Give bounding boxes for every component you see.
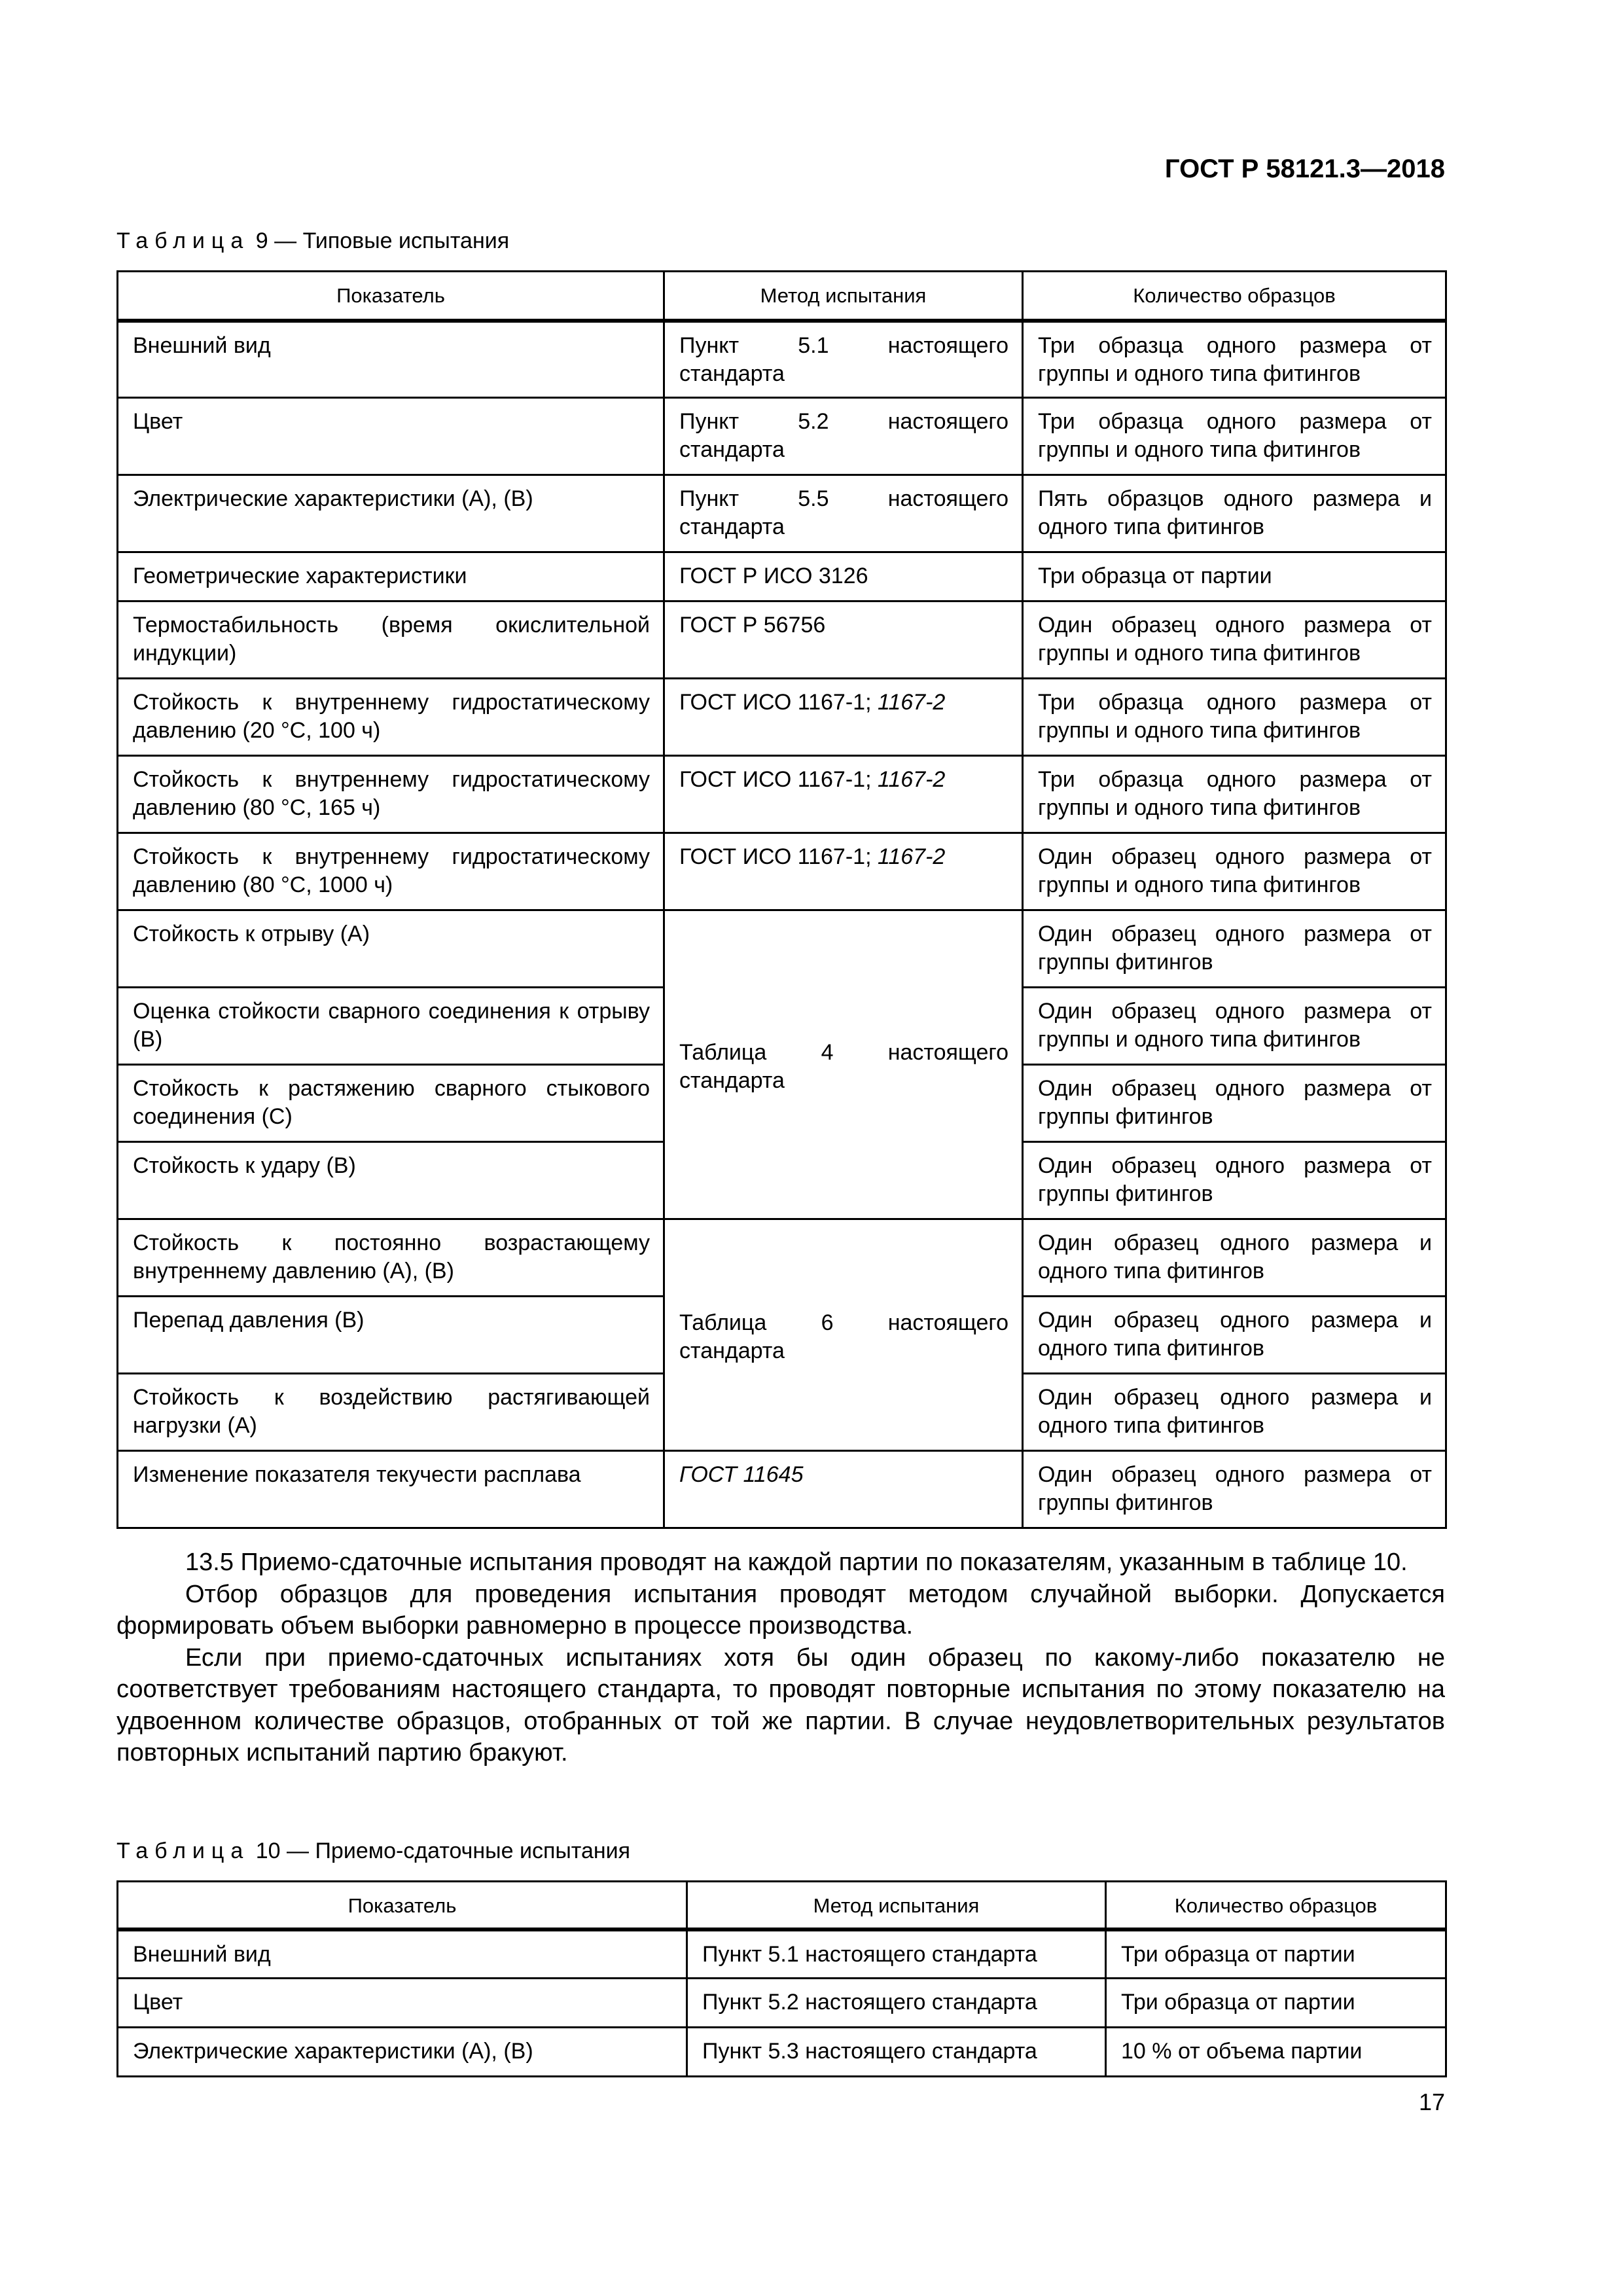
column-header-indicator: Показатель <box>118 272 664 321</box>
count-cell: Пять образцов одного размера и одного типа фитингов <box>1023 475 1446 552</box>
indicator-cell: Стойкость к внутреннему гидростатическому давлению (80 °С, 165 ч) <box>118 756 664 833</box>
method-cell <box>664 833 1023 910</box>
indicator-cell: Внешний вид <box>118 321 664 398</box>
count-cell: Три образца от партии <box>1023 552 1446 601</box>
table9-type-tests <box>116 270 1447 1529</box>
count-cell: Один образец одного размера от группы и одного типа фитингов <box>1023 833 1446 910</box>
table-header-row <box>118 1882 1446 1929</box>
table-row <box>118 475 1446 552</box>
table-row <box>118 601 1446 679</box>
method-prefix: ГОСТ ИСО 1167-1; <box>679 844 878 869</box>
count-cell: Три образца одного размера от группы и одного типа фитингов <box>1023 398 1446 475</box>
method-cell: ГОСТ Р 56756 <box>664 601 1023 679</box>
table-row <box>118 2028 1446 2077</box>
method-prefix: ГОСТ ИСО 1167-1; <box>679 690 878 715</box>
method-cell: Пункт 5.2 настоящего стандарта <box>687 1979 1106 2028</box>
table-row <box>118 321 1446 398</box>
indicator-cell: Перепад давления (В) <box>118 1297 664 1374</box>
table9-caption-title: 9 — Типовые испытания <box>255 228 510 253</box>
table-row <box>118 398 1446 475</box>
count-cell: Три образца от партии <box>1106 1929 1446 1979</box>
method-cell: Пункт 5.5 настоящего стандарта <box>664 475 1023 552</box>
method-cell: Пункт 5.2 настоящего стандарта <box>664 398 1023 475</box>
table9-caption <box>116 224 509 257</box>
method-italic-part: 1167-2 <box>877 690 946 715</box>
table-row <box>118 910 1446 988</box>
indicator-cell: Внешний вид <box>118 1929 687 1979</box>
indicator-cell: Стойкость к внутреннему гидростатическому давлению (80 °С, 1000 ч) <box>118 833 664 910</box>
indicator-cell: Стойкость к внутреннему гидростатическому давлению (20 °С, 100 ч) <box>118 679 664 756</box>
paragraph: Отбор образцов для проведения испытания проводят методом случайной выборки. Допускается формировать объем выборки равномерно в процессе производства. <box>116 1580 1445 1640</box>
indicator-cell: Стойкость к воздействию растягивающей нагрузки (А) <box>118 1374 664 1451</box>
method-cell: Пункт 5.3 настоящего стандарта <box>687 2028 1106 2077</box>
page-number: 17 <box>1418 2089 1445 2115</box>
count-cell: Один образец одного размера и одного типа фитингов <box>1023 1297 1446 1374</box>
method-cell: ГОСТ Р ИСО 3126 <box>664 552 1023 601</box>
indicator-cell: Оценка стойкости сварного соединения к отрыву (В) <box>118 988 664 1065</box>
table-row <box>118 756 1446 833</box>
indicator-cell: Электрические характеристики (А), (В) <box>118 2028 687 2077</box>
method-italic-part: 1167-2 <box>877 767 946 792</box>
method-cell: Пункт 5.1 настоящего стандарта <box>687 1929 1106 1979</box>
method-cell-merged: Таблица 6 настоящего стандарта <box>664 1219 1023 1451</box>
table10-caption-label: Таблица <box>116 1839 250 1863</box>
column-header-indicator: Показатель <box>118 1882 687 1929</box>
table-row <box>118 679 1446 756</box>
count-cell: Один образец одного размера от группы фитингов <box>1023 1065 1446 1142</box>
table-row <box>118 1929 1446 1979</box>
count-cell: Один образец одного размера от группы фитингов <box>1023 910 1446 988</box>
table10-caption <box>116 1835 630 1867</box>
count-cell: Три образца одного размера от группы и одного типа фитингов <box>1023 321 1446 398</box>
count-cell: Три образца одного размера от группы и одного типа фитингов <box>1023 679 1446 756</box>
count-cell: Один образец одного размера и одного типа фитингов <box>1023 1219 1446 1297</box>
paragraph: 13.5 Приемо-сдаточные испытания проводят на каждой партии по показателям, указанным в таблице 10. <box>185 1549 1408 1576</box>
column-header-count: Количество образцов <box>1023 272 1446 321</box>
method-cell-merged: Таблица 4 настоящего стандарта <box>664 910 1023 1219</box>
table-row <box>118 1979 1446 2028</box>
indicator-cell: Изменение показателя текучести расплава <box>118 1451 664 1528</box>
count-cell: Один образец одного размера от группы фитингов <box>1023 1142 1446 1219</box>
indicator-cell: Стойкость к отрыву (А) <box>118 910 664 988</box>
document-header-standard-id: ГОСТ Р 58121.3—2018 <box>1164 154 1445 183</box>
count-cell: 10 % от объема партии <box>1106 2028 1446 2077</box>
method-italic-part: 1167-2 <box>877 844 946 869</box>
count-cell: Три образца одного размера от группы и одного типа фитингов <box>1023 756 1446 833</box>
indicator-cell: Стойкость к постоянно возрастающему внутреннему давлению (А), (В) <box>118 1219 664 1297</box>
table-row <box>118 833 1446 910</box>
section-13-5-text <box>116 1547 1445 1769</box>
indicator-cell: Цвет <box>118 398 664 475</box>
table-row <box>118 1451 1446 1528</box>
method-cell: ГОСТ 11645 <box>664 1451 1023 1528</box>
indicator-cell: Геометрические характеристики <box>118 552 664 601</box>
method-cell: Пункт 5.1 настоящего стандарта <box>664 321 1023 398</box>
count-cell: Один образец одного размера и одного типа фитингов <box>1023 1374 1446 1451</box>
table10-caption-title: 10 — Приемо-сдаточные испытания <box>255 1839 631 1863</box>
indicator-cell: Цвет <box>118 1979 687 2028</box>
count-cell: Три образца от партии <box>1106 1979 1446 2028</box>
indicator-cell: Стойкость к удару (В) <box>118 1142 664 1219</box>
indicator-cell: Термостабильность (время окислительной индукции) <box>118 601 664 679</box>
table-row <box>118 552 1446 601</box>
column-header-method: Метод испытания <box>664 272 1023 321</box>
count-cell: Один образец одного размера от группы и одного типа фитингов <box>1023 601 1446 679</box>
count-cell: Один образец одного размера от группы фитингов <box>1023 1451 1446 1528</box>
method-cell <box>664 756 1023 833</box>
count-cell: Один образец одного размера от группы и одного типа фитингов <box>1023 988 1446 1065</box>
method-prefix: ГОСТ ИСО 1167-1; <box>679 767 878 792</box>
table9-caption-label: Таблица <box>116 228 250 253</box>
indicator-cell: Стойкость к растяжению сварного стыкового соединения (С) <box>118 1065 664 1142</box>
column-header-method: Метод испытания <box>687 1882 1106 1929</box>
indicator-cell: Электрические характеристики (А), (В) <box>118 475 664 552</box>
table10-acceptance-tests <box>116 1880 1447 2077</box>
method-cell <box>664 679 1023 756</box>
table-header-row <box>118 272 1446 321</box>
paragraph: Если при приемо-сдаточных испытаниях хотя бы один образец по какому-либо показателю не соответствует требованиям настоящего стандарта, то проводят повторные испытания по этому показателю на удвоенном количестве образцов, отобранных от той же партии. В случае неудовлетворительных результатов повторных испытаний партию бракуют. <box>116 1643 1445 1767</box>
column-header-count: Количество образцов <box>1106 1882 1446 1929</box>
table-row <box>118 1219 1446 1297</box>
